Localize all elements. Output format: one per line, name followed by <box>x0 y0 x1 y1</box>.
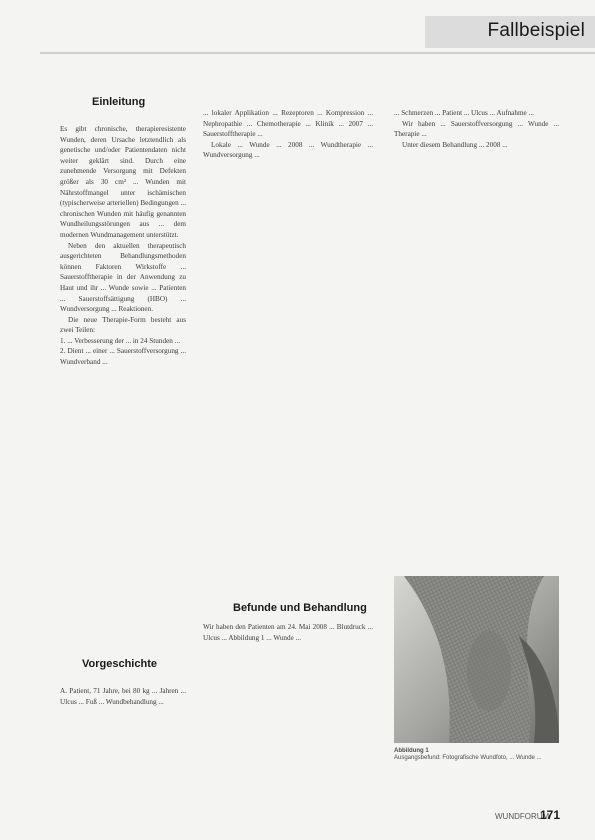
header-rule <box>40 52 595 54</box>
intro-paragraph-1: Es gibt chronische, therapieresistente Wunden, deren Ursache letztendlich als genetische und/oder Patientendaten nicht weiter geklärt sind. Durch eine zunehmende Versorgung mit Defekten größer als 30 cm² ... Wunden mit Nährstoffmangel unter ischämischen (typischerweise arteriellen) Bedingungen ... chronischen Wunden mit häufig genannten Wundheilungsstörungen aus ... dem modernen Wundmanagement unterstützt. <box>60 125 186 239</box>
section-banner <box>425 16 595 48</box>
right-paragraph-2: Wir haben ... Sauerstoffversorgung ... Wunde ... Therapie ... <box>394 119 559 139</box>
right-column <box>394 108 559 150</box>
history-paragraph: A. Patient, 71 Jahre, bei 80 kg ... Jahren ... Ulcus ... Fuß ... Wundbehandlung ... <box>60 687 186 706</box>
intro-paragraph-2: Neben den aktuellen therapeutisch ausgerichteten Behandlungsmethoden können Faktoren Wirkstoffe ... Sauerstofftherapie in der Anwendung zu Haut und ihr ... Wunde sowie ... Patienten ... Sauerstoffsättigung (HBO) ... Wundversorgung ... Reaktionen. <box>60 241 186 314</box>
middle-paragraph-2: Lokale ... Wunde ... 2008 ... Wundtherapie ... Wundversorgung ... <box>203 140 373 160</box>
left-column-intro <box>60 124 186 368</box>
journal-name: WUNDFORUM <box>495 812 550 821</box>
right-paragraph-3: Unter diesem Behandlung ... 2008 ... <box>402 140 508 149</box>
figure-caption <box>394 748 564 763</box>
intro-paragraph-3: Die neue Therapie-Form besteht aus zwei Teilen: <box>60 315 186 335</box>
middle-column-top <box>203 108 373 161</box>
wound-photo <box>394 576 559 743</box>
list-item-2: 2. Dient ... einer ... Sauerstoffversorgung ... Wundverband ... <box>60 347 186 367</box>
middle-paragraph-1: ... lokaler Applikation ... Rezeptoren ... Kompression ... Nephropathie ... Chemotherapie ... Klinik ... 2007 ... Sauerstofftherapie ... <box>203 109 373 139</box>
caption-title: Abbildung 1 <box>394 748 429 754</box>
caption-text: Ausgangsbefund: Fotografische Wundfoto, ... Wunde ... <box>394 755 542 762</box>
list-item-1: 1. ... Verbesserung der ... in 24 Stunden ... <box>60 336 181 345</box>
list-item <box>60 336 186 347</box>
left-column-history <box>60 686 186 707</box>
heading-findings: Befunde und Behandlung <box>233 602 367 614</box>
list-item <box>60 346 186 367</box>
section-label: Fallbeispiel <box>487 20 585 41</box>
wound-photo-image <box>394 576 559 743</box>
findings-paragraph: Wir haben den Patienten am 24. Mai 2008 ... Blutdruck ... Ulcus ... Abbildung 1 ... Wunde ... <box>203 623 373 642</box>
heading-history: Vorgeschichte <box>82 658 157 670</box>
heading-intro: Einleitung <box>92 96 146 108</box>
right-paragraph-1: ... Schmerzen ... Patient ... Ulcus ... Aufnahme ... <box>394 109 534 117</box>
page-number: 171 <box>540 808 561 822</box>
middle-column-findings <box>203 622 373 643</box>
